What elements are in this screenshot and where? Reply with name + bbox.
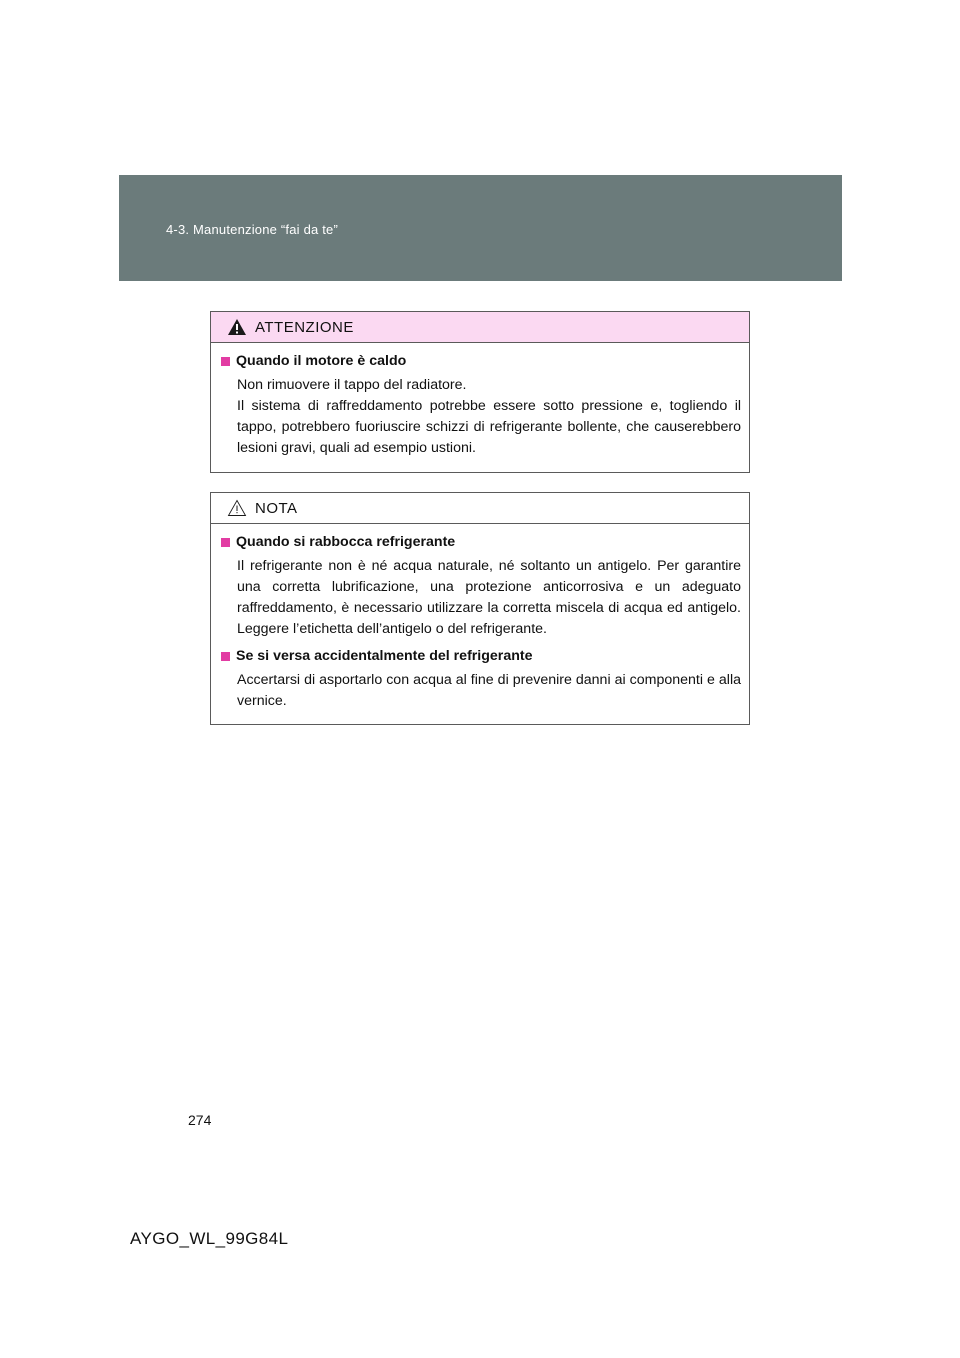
warning-paragraph: Non rimuovere il tappo del radiatore. — [237, 377, 467, 393]
note-item-text — [237, 670, 741, 712]
note-item-text — [237, 556, 741, 640]
note-box-body — [211, 524, 749, 732]
note-paragraph: Accertarsi di asportarlo con acqua al fine di prevenire danni ai componenti e alla vernice. — [237, 672, 741, 709]
note-paragraph: Il refrigerante non è né acqua naturale, né soltanto un antigelo. Per garantire una corretta lubrificazione, una protezione anticorrosiva e un adeguato raffreddamento, è necessario utilizzare la corretta miscela di acqua ed antigelo. Leggere l’etichetta dell’antigelo o del refrigerante. — [237, 558, 741, 637]
warning-triangle-icon — [227, 318, 247, 336]
note-box-title: NOTA — [255, 499, 298, 517]
warning-item-title: Quando il motore è caldo — [219, 353, 741, 369]
page-number: 274 — [188, 1112, 212, 1128]
section-title: 4-3. Manutenzione “fai da te” — [166, 222, 339, 237]
warning-box-header — [211, 312, 749, 343]
note-item-title: Quando si rabbocca refrigerante — [219, 534, 741, 550]
caution-triangle-outline-icon — [227, 499, 247, 517]
bullet-square-icon — [221, 538, 230, 547]
note-box-header — [211, 493, 749, 524]
bullet-square-icon — [221, 652, 230, 661]
document-code: AYGO_WL_99G84L — [130, 1229, 289, 1248]
note-box — [210, 492, 750, 725]
warning-box-title: ATTENZIONE — [255, 318, 354, 336]
warning-paragraph: Il sistema di raffreddamento potrebbe essere sotto pressione e, togliendo il tappo, potrebbero fuoriuscire schizzi di refrigerante bollente, che causerebbero lesioni gravi, quali ad esempio ustioni. — [237, 398, 741, 456]
warning-box-body — [211, 343, 749, 479]
warning-box — [210, 311, 750, 473]
header-band — [119, 175, 842, 281]
warning-item-text — [237, 375, 741, 459]
bullet-square-icon — [221, 357, 230, 366]
note-item-title: Se si versa accidentalmente del refrigerante — [219, 648, 741, 664]
